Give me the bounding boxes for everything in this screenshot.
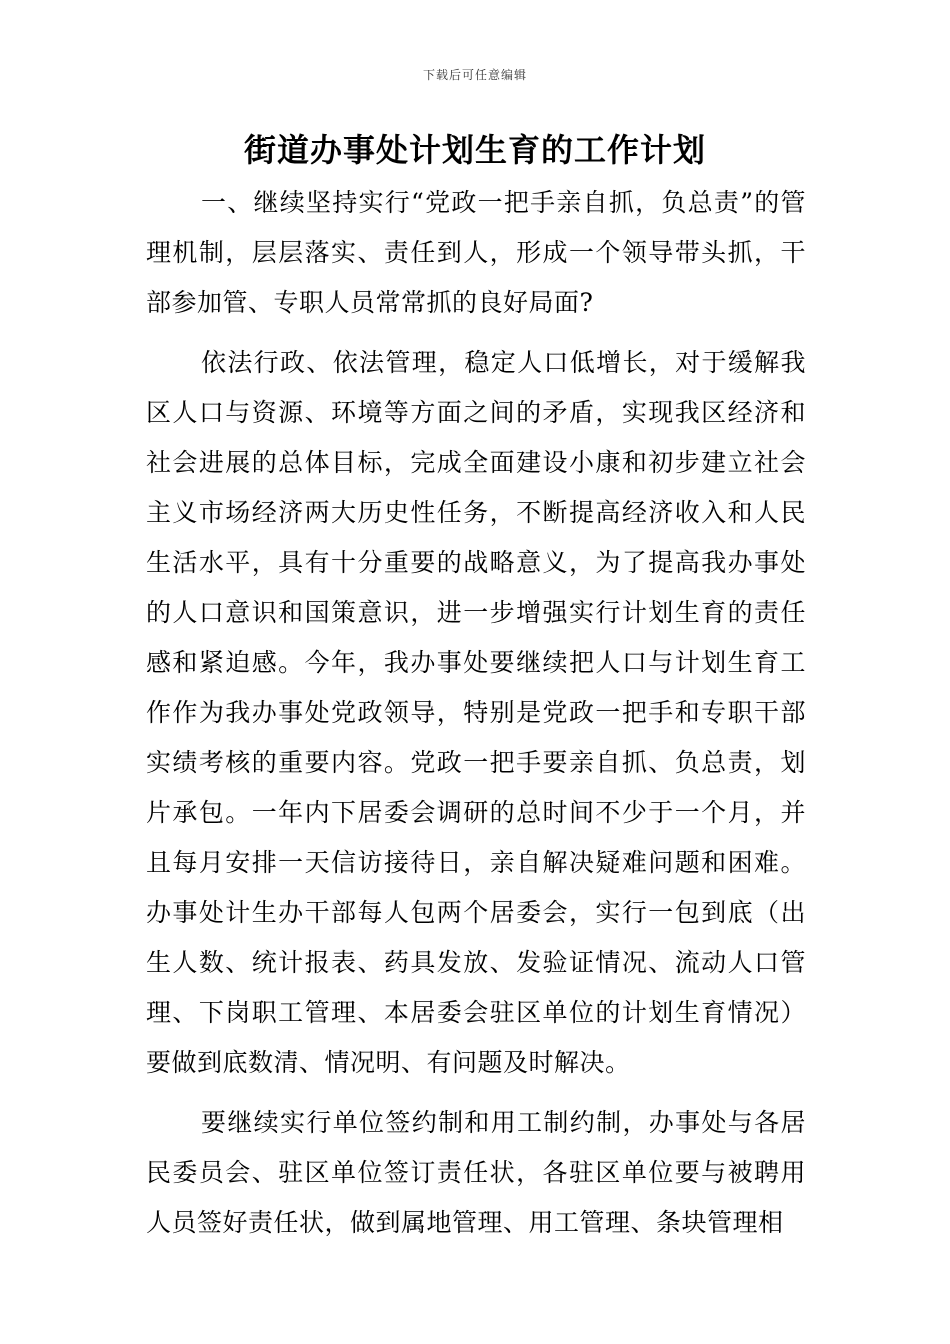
document-title: 街道办事处计划生育的工作计划 bbox=[243, 131, 706, 169]
document-body bbox=[146, 178, 806, 1248]
header-note: 下载后可任意编辑 bbox=[422, 68, 527, 82]
paragraph-1: 一、继续坚持实行“党政一把手亲自抓，负总责”的管理机制，层层落实、责任到人，形成一个领导带头抓，干部参加管、专职人员常常抓的良好局面? bbox=[146, 188, 806, 317]
paragraph-2: 依法行政、依法管理，稳定人口低增长，对于缓解我区人口与资源、环境等方面之间的矛盾，实现我区经济和社会进展的总体目标，完成全面建设小康和初步建立社会主义市场经济两大历史性任务，不断提高经济收入和人民生活水平，具有十分重要的战略意义，为了提高我办事处的人口意识和国策意识，进一步增强实行计划生育的责任感和紧迫感。今年，我办事处要继续把人口与计划生育工作作为我办事处党政领导，特别是党政一把手和专职干部实绩考核的重要内容。党政一把手要亲自抓、负总责，划片承包。一年内下居委会调研的总时间不少于一个月，并且每月安排一天信访接待日，亲自解决疑难问题和困难。办事处计生办干部每人包两个居委会，实行一包到底（出生人数、统计报表、药具发放、发验证情况、流动人口管理、下岗职工管理、本居委会驻区单位的计划生育情况）要做到底数清、情况明、有问题及时解决。 bbox=[146, 348, 806, 1077]
paragraph-3: 要继续实行单位签约制和用工制约制，办事处与各居民委员会、驻区单位签订责任状，各驻区单位要与被聘用人员签好责任状，做到属地管理、用工管理、条块管理相 bbox=[146, 1108, 806, 1237]
